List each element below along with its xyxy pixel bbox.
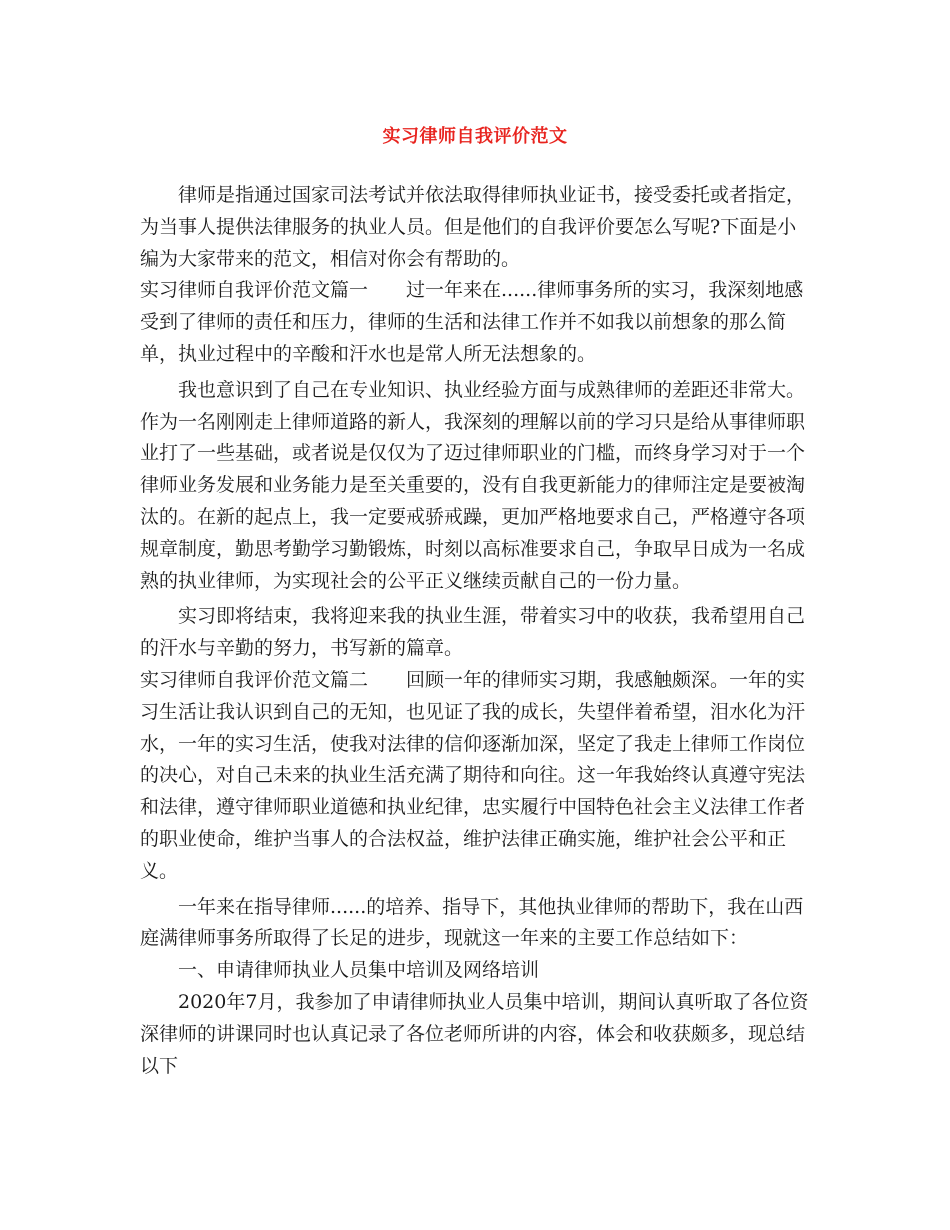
paragraph-training: 2020年7月，我参加了申请律师执业人员集中培训，期间认真听取了各位资深律师的讲课同时也认真记录了各位老师所讲的内容，体会和收获颇多，现总结以下 <box>140 990 809 1077</box>
paragraph-article-two: 实习律师自我评价范文篇二 回顾一年的律师实习期，我感触颇深。一年的实习生活让我认识到自己的无知，也见证了我的成长，失望伴着希望，泪水化为汗水，一年的实习生活，使我对法律的信仰逐渐加深，坚定了我走上律师工作岗位的决心，对自己未来的执业生活充满了期待和向往。这一年我始终认真遵守宪法和法律，遵守律师职业道德和执业纪律，忠实履行中国特色社会主义法律工作者的职业使命，维护当事人的合法权益，维护法律正确实施，维护社会公平和正义。 <box>140 668 806 882</box>
section-heading-training: 一、申请律师执业人员集中培训及网络培训 <box>178 959 540 982</box>
document-body <box>140 180 812 1082</box>
document-title: 实习律师自我评价范文 <box>382 126 568 147</box>
paragraph-intro: 律师是指通过国家司法考试并依法取得律师执业证书，接受委托或者指定，为当事人提供法律服务的执业人员。但是他们的自我评价要怎么写呢?下面是小编为大家带来的范文，相信对你会有帮助的。 <box>140 184 806 270</box>
paragraph-article-one: 实习律师自我评价范文篇一 过一年来在......律师事务所的实习，我深刻地感受到了律师的责任和压力，律师的生活和法律工作并不如我以前想象的那么简单，执业过程中的辛酸和汗水也是常人所无法想象的。 <box>140 279 804 365</box>
paragraph-closing-one: 实习即将结束，我将迎来我的执业生涯，带着实习中的收获，我希望用自己的汗水与辛勤的努力，书写新的篇章。 <box>140 605 806 660</box>
paragraph-self-awareness: 我也意识到了自己在专业知识、执业经验方面与成熟律师的差距还非常大。作为一名刚刚走上律师道路的新人，我深刻的理解以前的学习只是给从事律师职业打了一些基础，或者说是仅仅为了迈过律师职业的门槛，而终身学习对于一个律师业务发展和业务能力是至关重要的，没有自我更新能力的律师注定是要被淘汰的。在新的起点上，我一定要戒骄戒躁，更加严格地要求自己，严格遵守各项规章制度，勤思考勤学习勤锻炼，时刻以高标准要求自己，争取早日成为一名成熟的执业律师，为实现社会的公平正义继续贡献自己的一份力量。 <box>140 378 806 592</box>
paragraph-guidance: 一年来在指导律师......的培养、指导下，其他执业律师的帮助下，我在山西庭满律师事务所取得了长足的进步，现就这一年来的主要工作总结如下： <box>140 895 804 950</box>
